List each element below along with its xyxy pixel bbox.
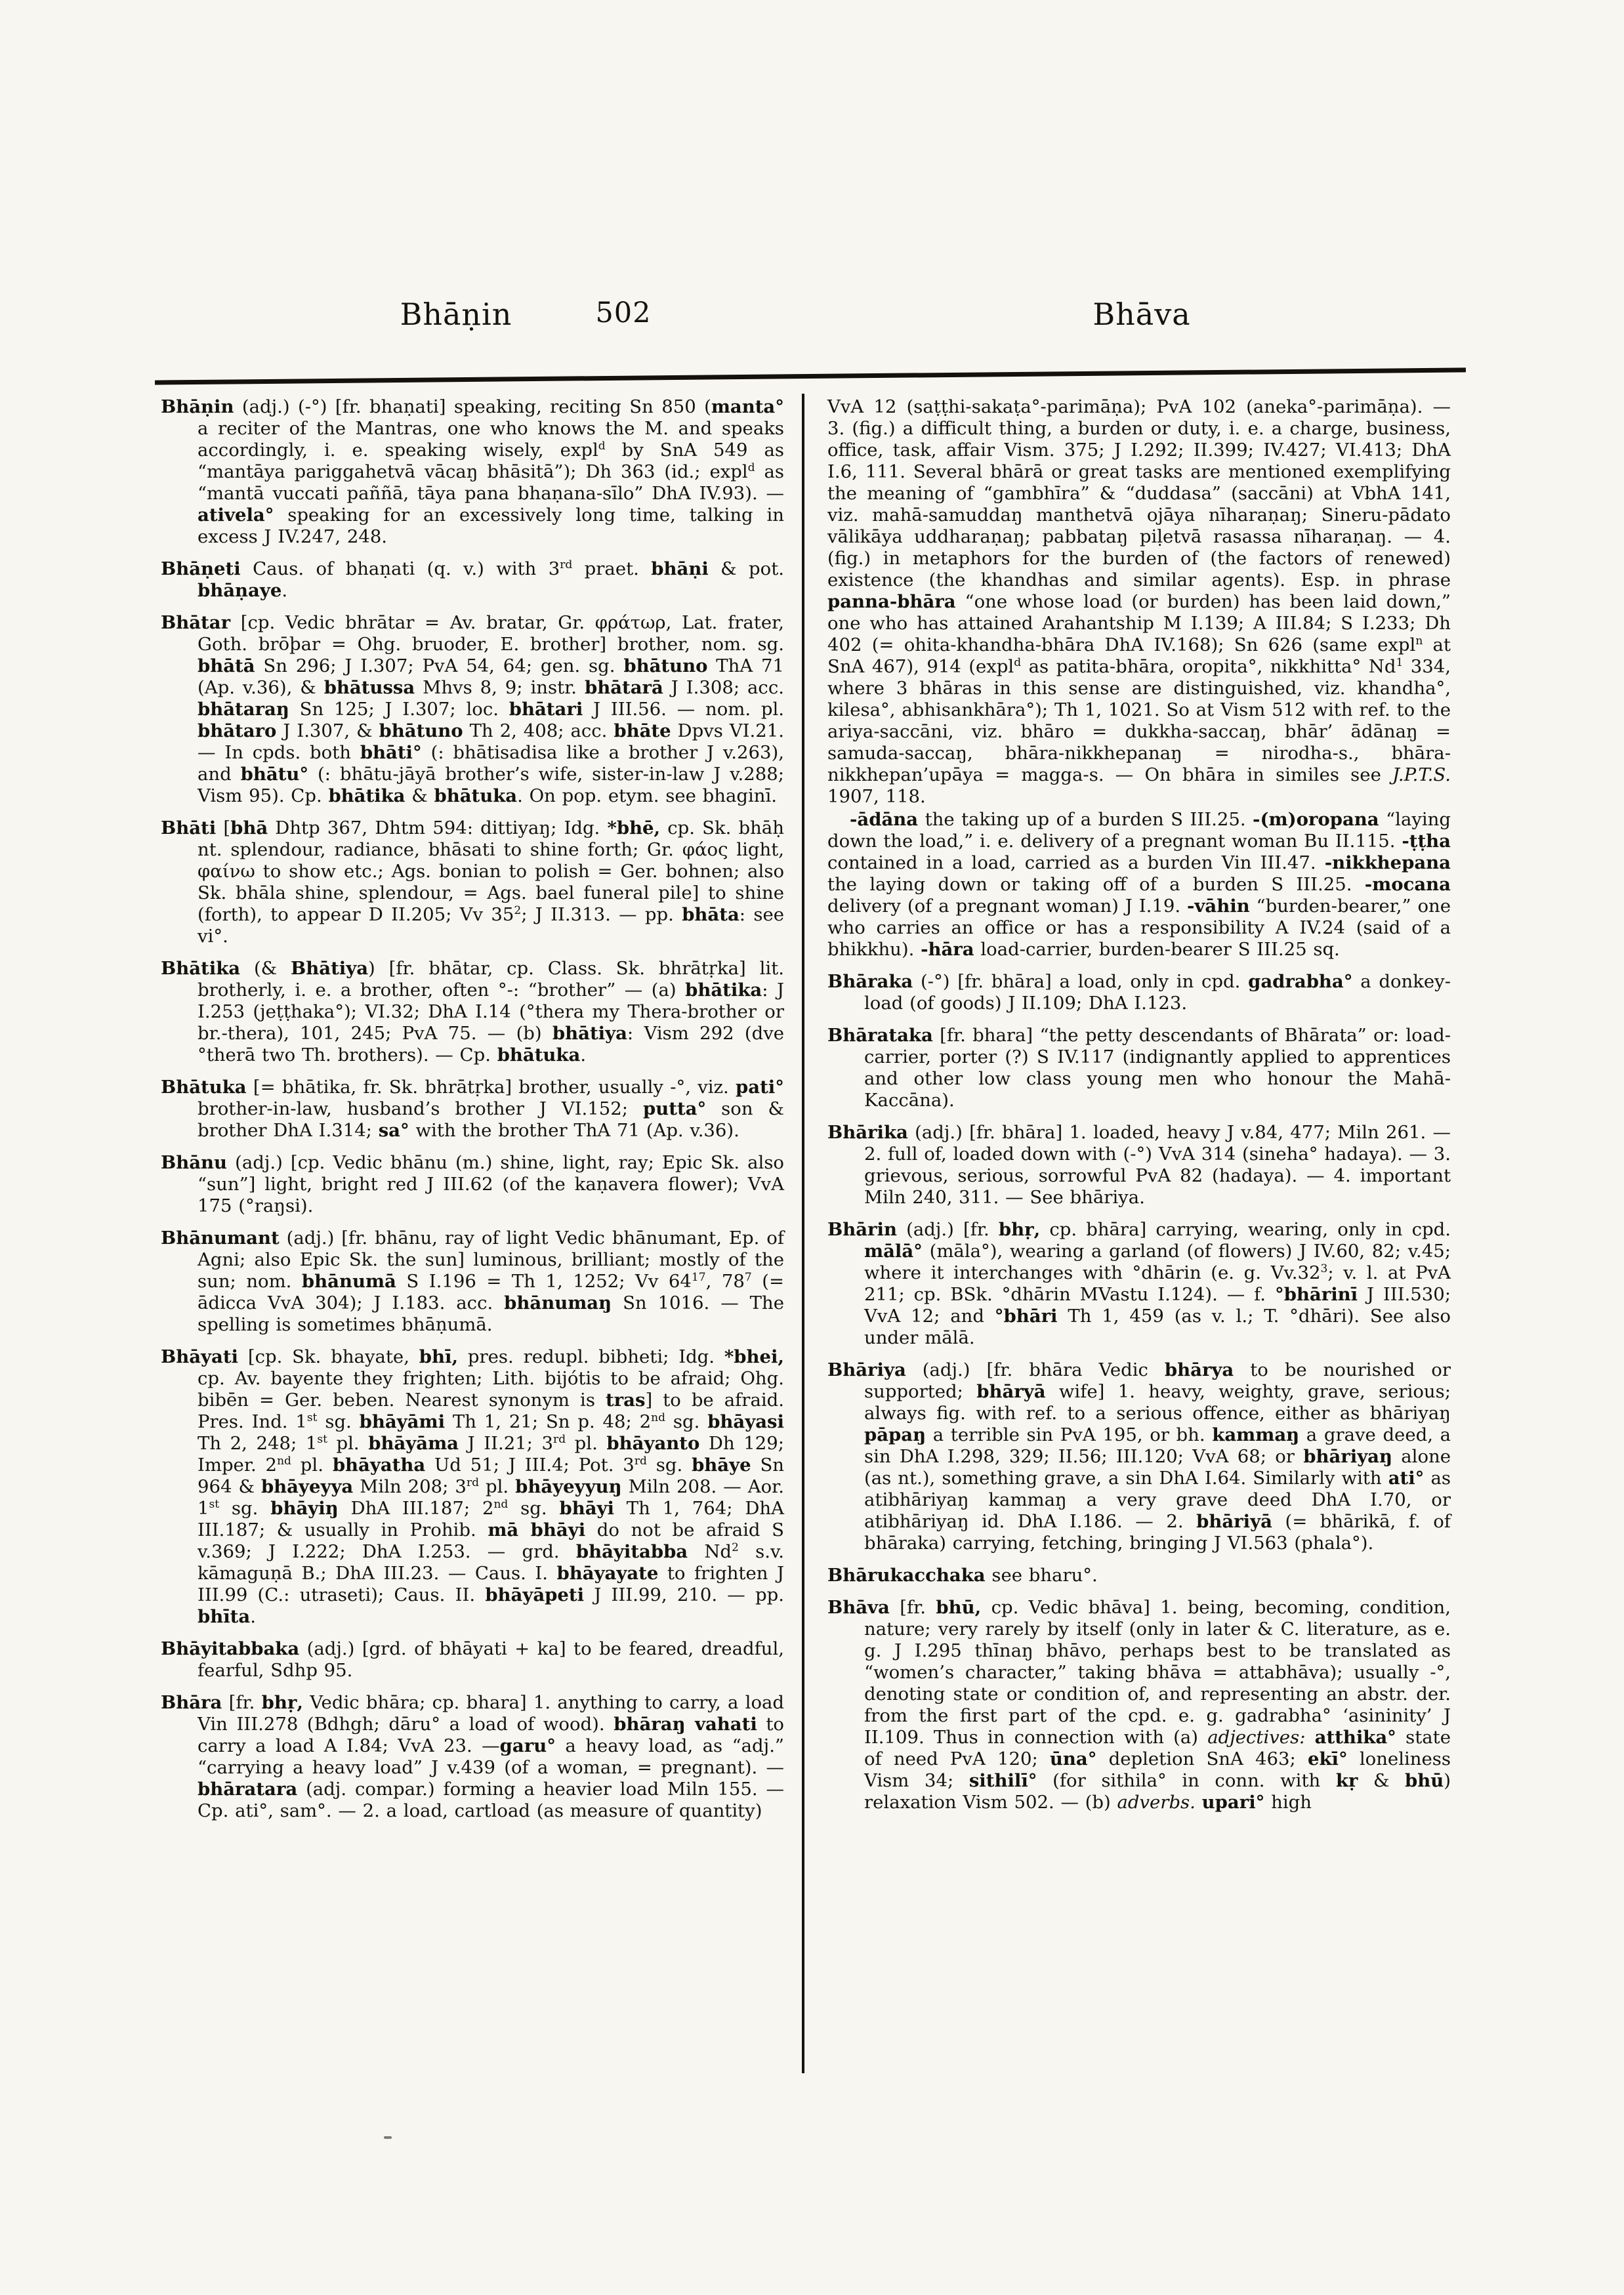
header-right-headword: Bhāva: [1093, 297, 1191, 332]
dict-bhara-compounds: -ādāna the taking up of a burden S III.25. -(m)oropana “laying down the load,” i. e. delivery of a pregnant woman Bu II.115. -ṭṭha contained in a load, carried as a burden Vin III.47. -nikkhepana the laying down or taking off of a burden S III.25. -mocana delivery (of a pregnant woman) J I.19. -vāhin “burden-bearer,” one who carries an office or has a responsibility A IV.24 (said of a bhikkhu). -hāra load-carrier, burden-bearer S III.25 sq.: [827, 809, 1451, 960]
dict-entry-bhava: Bhāva [fr. bhū, cp. Vedic bhāva] 1. being, becoming, condition, nature; very rarely by itself (only in later & C. literature, as e. g. J I.295 thīnaŋ bhāvo, perhaps best to be translated as “women’s character,” taking bhāva = attabhāva); usually -°, denoting state or condition of, and representing an abstr. der. from the first part of the cpd. e. g. gadrabha° ‘asininity’ J II.109. Thus in connection with (a) adjectives: atthika° state of need PvA 120; ūna° depletion SnA 463; ekī° loneliness Vism 34; sithilī° (for sithila° in conn. with kṛ & bhū) relaxation Vism 502. — (b) adverbs. upari° high: [827, 1597, 1451, 1813]
dict-entry-bhanu: Bhānu (adj.) [cp. Vedic bhānu (m.) shine, light, ray; Epic Sk. also “sun”] light, bright red J III.62 (of the kaṇavera flower); VvA 175 (°raŋsi).: [161, 1152, 784, 1216]
header-rule: [155, 367, 1466, 384]
dict-entry-bhatika: Bhātika (& Bhātiya) [fr. bhātar, cp. Class. Sk. bhrātṛka] lit. brotherly, i. e. a brother, often °-: “brother” — (a) bhātika: J I.253 (jeṭṭhaka°); VI.32; DhA I.14 (°thera my Thera-brother or br.-thera), 101, 245; PvA 75. — (b) bhātiya: Vism 292 (dve °therā two Th. brothers). — Cp. bhātuka.: [161, 958, 785, 1065]
dict-entry-bhatuka: Bhātuka [= bhātika, fr. Sk. bhrātṛka] brother, usually -°, viz. pati° brother-in-law, husband’s brother J VI.152; putta° son & brother DhA I.314; sa° with the brother ThA 71 (Ap. v.36).: [161, 1077, 784, 1141]
dict-entry-bhanin: Bhāṇin (adj.) (-°) [fr. bhaṇati] speaking, reciting Sn 850 (manta° a reciter of the Mantras, one who knows the M. and speaks accordingly, i. e. speaking wisely, expl$^d$ by SnA 549 as “mantāya pariggahetvā vācaŋ bhāsitā”); Dh 363 (id.; expl$^d$ as “mantā vuccati paññā, tāya pana bhaṇana-sīlo” DhA IV.93). —ativela° speaking for an excessively long time, talking in excess J IV.247, 248.: [161, 396, 785, 547]
text-block: [161, 396, 1451, 1832]
left-column: [161, 396, 784, 1832]
scan-speck: [384, 2136, 392, 2139]
dict-entry-bharika: Bhārika (adj.) [fr. bhāra] 1. loaded, heavy J v.84, 477; Miln 261. — 2. full of, loaded down with (-°) VvA 314 (sineha° hadaya). — 3. grievous, serious, sorrowful PvA 82 (hadaya). — 4. important Miln 240, 311. — See bhāriya.: [827, 1122, 1451, 1208]
dict-entry-bhati: Bhāti [bhā Dhtp 367, Dhtm 594: dittiyaŋ; Idg. *bhē, cp. Sk. bhāḥ nt. splendour, radiance, bhāsati to shine forth; Gr. φάος light, φαίνω to show etc.; Ags. bonian to polish = Ger. bohnen; also Sk. bhāla shine, splendour, = Ags. bael funeral pile] to shine (forth), to appear D II.205; Vv $35^2$; J II.313. — pp. bhāta: see vi°.: [161, 817, 784, 947]
dict-entry-bhayati: Bhāyati [cp. Sk. bhayate, bhī, pres. redupl. bibheti; Idg. *bhei, cp. Av. bayente they frighten; Lith. bijótis to be afraid; Ohg. bibēn = Ger. beben. Nearest synonym is tras] to be afraid. Pres. Ind. 1st sg. bhāyāmi Th 1, 21; Sn p. 48; 2nd sg. bhāyasi Th 2, 248; 1st pl. bhāyāma J II.21; 3rd pl. bhāyanto Dh 129; Imper. 2nd pl. bhāyatha Ud 51; J III.4; Pot. 3rd sg. bhāye Sn 964 & bhāyeyya Miln 208; 3rd pl. bhāyeyyuŋ Miln 208. — Aor. 1st sg. bhāyiŋ DhA III.187; 2nd sg. bhāyi Th 1, 764; DhA III.187; & usually in Prohib. mā bhāyi do not be afraid S v.369; J I.222; DhA I.253. — grd. bhāyitabba Nd$^2$ s.v. kāmaguṇā B.; DhA III.23. — Caus. I. bhāyayate to frighten J III.99 (C.: utraseti); Caus. II. bhāyāpeti J III.99, 210. — pp. bhīta.: [161, 1346, 785, 1627]
dict-entry-bharaka: Bhāraka (-°) [fr. bhāra] a load, only in cpd. gadrabha° a donkey-load (of goods) J II.109; DhA I.123.: [827, 971, 1451, 1014]
dict-entry-bhara: Bhāra [fr. bhṛ, Vedic bhāra; cp. bhara] 1. anything to carry, a load Vin III.278 (Bdhgh; dāru° a load of wood). bhāraŋ vahati to carry a load A I.84; VvA 23. —garu° a heavy load, as “adj.” “carrying a heavy load” J v.439 (of a woman, = pregnant). —bhāratara (adj. compar.) forming a heavier load Miln 155. — Cp. ati°, sam°. — 2. a load, cartload (as measure of quantity): [161, 1692, 784, 1821]
dict-entry-bhayitabbaka: Bhāyitabbaka (adj.) [grd. of bhāyati + ka] to be feared, dreadful, fearful, Sdhp 95.: [161, 1638, 784, 1681]
dict-entry-bharukacchaka: Bhārukacchaka see bharu°.: [827, 1565, 1098, 1586]
dict-entry-bhanumant: Bhānumant (adj.) [fr. bhānu, ray of light Vedic bhānumant, Ep. of Agni; also Epic Sk. the sun] luminous, brilliant; mostly of the sun; nom. bhānumā S I.196 = Th 1, 1252; Vv $64^{17}$, $78^7$ (= ādicca VvA 304); J I.183. acc. bhānumaŋ Sn 1016. — The spelling is sometimes bhāṇumā.: [161, 1228, 784, 1335]
dict-entry-bhaneti: Bhāṇeti Caus. of bhaṇati (q. v.) with 3rd praet. bhāṇi & pot. bhāṇaye.: [161, 558, 784, 601]
dict-bhara-continuation: VvA 12 (saṭṭhi-sakaṭa°-parimāṇa); PvA 102 (aneka°-parimāṇa). — 3. (fig.) a difficult thing, a burden or duty, i. e. a charge, business, office, task, affair Vism. 375; J I.292; II.399; IV.427; VI.413; DhA I.6, 111. Several bhārā or great tasks are mentioned exemplifying the meaning of “gambhīra” & “duddasa” (saccāni) at VbhA 141, viz. mahā-samuddaŋ manthetvā ojāya nīharaṇaŋ; Sineru-pādato vālikāya uddharaṇaŋ; pabbataŋ piḷetvā rasassa nīharaṇaŋ. — 4. (fig.) in metaphors for the burden of (the factors of renewed) existence (the khandhas and similar agents). Esp. in phrase panna-bhāra “one whose load (or burden) has been laid down,” one who has attained Arahantship M I.139; A III.84; S I.233; Dh 402 (= ohita-khandha-bhāra DhA IV.168); Sn 626 (same expl$^n$ at SnA 467), 914 (expl$^d$ as patita-bhāra, oropita°, nikkhitta° Nd$^1$ 334, where 3 bhāras in this sense are distinguished, viz. khandha°, kilesa°, abhisankhāra°); Th 1, 1021. So at Vism 512 with ref. to the ariya-saccāni, viz. bhāro = dukkha-saccaŋ, bhār’ ādānaŋ = samuda-saccaŋ, bhāra-nikkhepanaŋ = nirodha-s., bhāra-nikkhepan’upāya = magga-s. — On bhāra in similes see J.P.T.S. 1907, 118.: [827, 396, 1451, 807]
page-number: 502: [595, 297, 652, 329]
dict-entry-bhariya: Bhāriya (adj.) [fr. bhāra Vedic bhārya to be nourished or supported; bhāryā wife] 1. heavy, weighty, grave, serious; always fig. with ref. to a serious offence, either as bhāriyaŋ pāpaŋ a terrible sin PvA 195, or bh. kammaŋ a grave deed, a sin DhA I.298, 329; II.56; III.120; VvA 68; or bhāriyaŋ alone (as nt.), something grave, a sin DhA I.64. Similarly with ati° as atibhāriyaŋ kammaŋ a very grave deed DhA I.70, or atibhāriyaŋ id. DhA I.186. — 2. bhāriyā (= bhārikā, f. of bhāraka) carrying, fetching, bringing J VI.563 (phala°).: [827, 1359, 1451, 1554]
right-column: [827, 396, 1451, 1832]
dict-entry-bhatar: Bhātar [cp. Vedic bhrātar = Av. bratar, Gr. φράτωρ, Lat. frater, Goth. brōþar = Ohg. bruoder, E. brother] brother, nom. sg. bhātā Sn 296; J I.307; PvA 54, 64; gen. sg. bhātuno ThA 71 (Ap. v.36), & bhātussa Mhvs 8, 9; instr. bhātarā J I.308; acc. bhātaraŋ Sn 125; J I.307; loc. bhātari J III.56. — nom. pl. bhātaro J I.307, & bhātuno Th 2, 408; acc. bhāte Dpvs VI.21. — In cpds. both bhāti° (: bhātisadisa like a brother J v.263), and bhātu° (: bhātu-jāyā brother’s wife, sister-in-law J v.288; Vism 95). Cp. bhātika & bhātuka. On pop. etym. see bhaginī.: [161, 612, 785, 806]
header-left-headword: Bhāṇin: [400, 297, 512, 332]
dict-entry-bharin: Bhārin (adj.) [fr. bhṛ, cp. bhāra] carrying, wearing, only in cpd. mālā° (māla°), wearing a garland (of flowers) J IV.60, 82; v.45; where it interchanges with °dhārin (e. g. $Vv.32^3$; v. l. at PvA 211; cp. BSk. °dhārin MVastu I.124). — f. °bhārinī J III.530; VvA 12; and °bhāri Th 1, 459 (as v. l.; T. °dhāri). See also under mālā.: [827, 1219, 1451, 1348]
dict-entry-bharataka: Bhārataka [fr. bhara] “the petty descendants of Bhārata” or: load-carrier, porter (?) S IV.117 (indignantly applied to apprentices and other low class young men who honour the Mahā-Kaccāna).: [827, 1025, 1451, 1111]
running-head: [0, 297, 1624, 342]
